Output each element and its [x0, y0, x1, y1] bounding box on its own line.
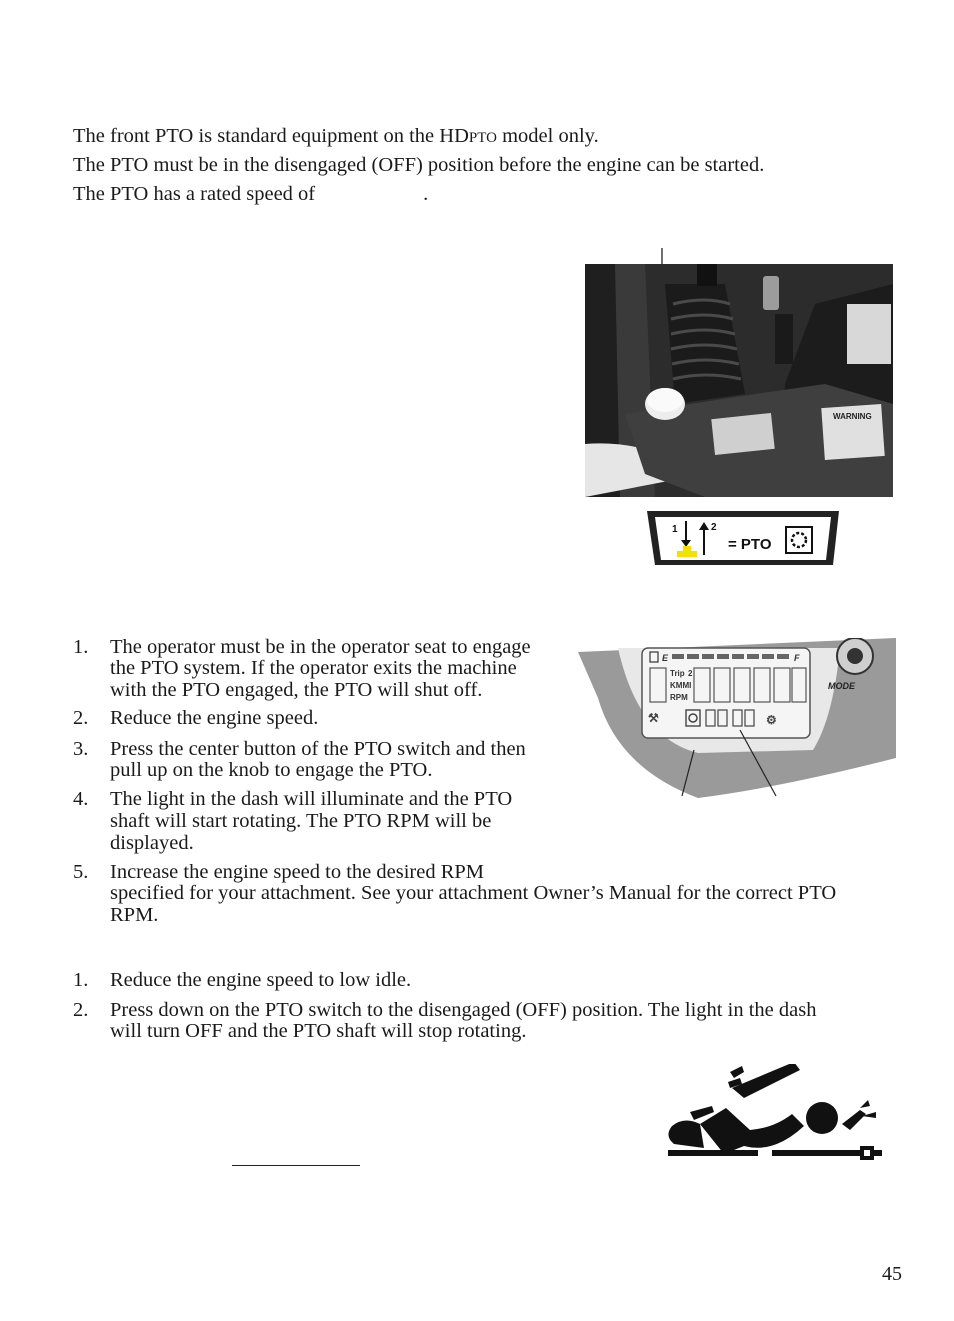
intro-line-2: The PTO must be in the disengaged (OFF) position before the engine can be started.: [73, 154, 765, 176]
trip-label: Trip: [670, 669, 685, 678]
engage-step-1-line-3: with the PTO engaged, the PTO will shut off.: [110, 679, 483, 701]
decal-step-2: 2: [711, 522, 717, 533]
wrench-icon: ⚒: [648, 711, 659, 725]
engage-step-4-line-3: displayed.: [110, 832, 194, 854]
engage-step-1-number: 1.: [73, 636, 89, 658]
decal-step-1: 1: [672, 524, 678, 535]
engage-step-1-line-1: The operator must be in the operator seat to engage: [110, 636, 531, 658]
fuel-full-label: F: [794, 653, 800, 663]
engage-step-2-number: 2.: [73, 707, 89, 729]
disengage-step-2-line-1: Press down on the PTO switch to the disengaged (OFF) position. The light in the dash: [110, 999, 817, 1021]
engage-step-4-line-2: shaft will start rotating. The PTO RPM will be: [110, 810, 492, 832]
disengage-step-2-number: 2.: [73, 999, 89, 1021]
service-icon: ⚙: [766, 713, 777, 727]
rpm-label: RPM: [670, 693, 688, 702]
fuel-empty-label: E: [662, 653, 669, 663]
page-number: 45: [882, 1263, 902, 1285]
pto-switch-photo: [585, 264, 893, 497]
kmmi-label: KMMI: [670, 681, 692, 690]
disengage-step-2-line-2: will turn OFF and the PTO shaft will stop rotating.: [110, 1020, 527, 1042]
engage-step-4-line-1: The light in the dash will illuminate and the PTO: [110, 788, 513, 810]
engage-step-1-line-2: the PTO system. If the operator exits the machine: [110, 657, 517, 679]
engage-step-5-line-1: Increase the engine speed to the desired RPM: [110, 861, 485, 883]
dash-display: [578, 638, 896, 800]
pto-decal: [625, 505, 865, 569]
decal-pto-label: = PTO: [728, 536, 772, 553]
engage-step-3-line-1: Press the center button of the PTO switch and then: [110, 738, 526, 760]
engage-step-5-line-2: specified for your attachment. See your attachment Owner’s Manual for the correct PTO: [110, 882, 837, 904]
photo-warning-label: WARNING: [833, 412, 872, 421]
engage-step-3-line-2: pull up on the knob to engage the PTO.: [110, 759, 433, 781]
intro-line-1: The front PTO is standard equipment on the HDPTO model only.: [73, 125, 599, 147]
engage-step-5-line-3: RPM.: [110, 904, 159, 926]
trip-number: 2: [688, 669, 693, 678]
underline-rule: [232, 1165, 360, 1166]
mode-label: MODE: [828, 681, 855, 691]
engage-step-3-number: 3.: [73, 738, 89, 760]
engage-step-2-line-1: Reduce the engine speed.: [110, 707, 319, 729]
disengage-step-1-number: 1.: [73, 969, 89, 991]
intro-line-3: The PTO has a rated speed of .: [73, 183, 429, 205]
entanglement-hazard-icon: [664, 1064, 886, 1174]
disengage-step-1-line-1: Reduce the engine speed to low idle.: [110, 969, 412, 991]
engage-step-4-number: 4.: [73, 788, 89, 810]
engage-step-5-number: 5.: [73, 861, 89, 883]
